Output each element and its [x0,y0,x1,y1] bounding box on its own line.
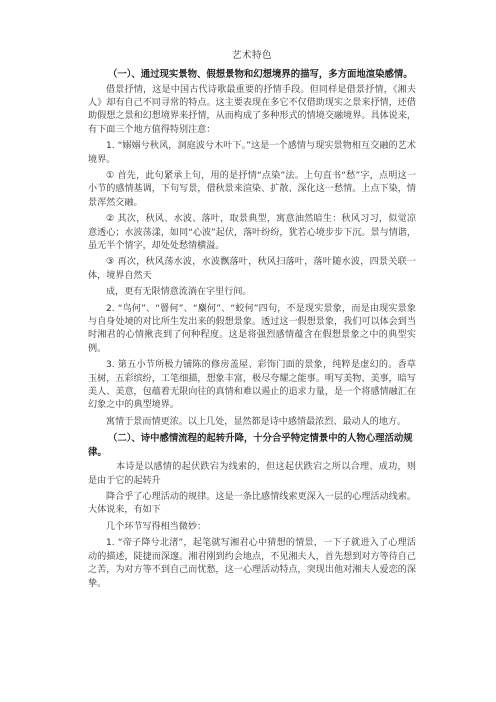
paragraph-section2-point-1: 1. “帝子降兮北渚”，起笔就写湘君心中猜想的情景，一下子就进入了心理活动的描述，陡捷而深邃。湘君刚到约会地点，不见湘夫人，首先想到对方等待自己之苦，为对方等不到自己而忧愁，这一心理活动特点，突现出他对湘夫人爱恋的深挚。 [88,538,416,589]
paragraph-point-2: 2. “鸟何”、“罾何”、“麋何”、“蛟何”四句，不是现实景象，而是由现实景象与自身处境的对比所生发出来的假想景象。透过这一假想景象，我们可以体会到当时湘君的心情揪丧到了何种程度。这是将强烈感情蕴含在假想景象之中的典型实例。 [88,303,416,354]
document-title: 艺术特色 [231,50,272,61]
paragraph-section2-list-intro: 几个环节写得相当微妙： [106,521,207,532]
paragraph-section2-cont: 降合乎了心理活动的规律。这是一条比感情线索更深入一层的心理活动线索。大体说来，有如下 [88,492,416,516]
paragraph-sub-3: ③ 再次，秋风荡水波，水波飘落叶，秋风扫落叶，落叶随水波，四景关联一体，境界自然天 [88,257,416,281]
section-heading-2: （二）、诗中感情流程的起转升降，十分合乎特定情景中的人物心理活动规律。 [88,433,413,458]
section-heading-1: （一）、通过现实景物、假想景物和幻想境界的描写，多方面地渲染感情。 [108,69,413,80]
paragraph-section2-intro: 本诗是以感情的起伏跌宕为线索的，但这起伏跌宕之所以合理、成功，则是由于它的起转升 [88,462,416,486]
paragraph-summary: 寓情于景而情更浓。以上几处，显然都是诗中感情最浓烈、最动人的地方。 [106,416,407,427]
paragraph-point-3: 3. 第五小节所极力铺陈的修房盖屋、彩饰门面的景象，纯粹是虚幻的。香草玉树，五彩缤纷，工笔细描，想象丰富，极尽夸耀之能事。明写美物、美事，暗写美人、美意，包蕴着无限向往的真情和难以遏止的追求力量，是一个将感情融汇在幻象之中的典型境界。 [88,360,416,411]
paragraph-intro: 借景抒情，这是中国古代诗歌最重要的抒情手段。但同样是借景抒情，《湘夫人》却有自己不同寻常的特点。这主要表现在多它不仅借助现实之景来抒情，还借助假想之景和幻想境界来抒情，从而构成了多种形式的情境交融境界。具体说来，有下面三个地方值得特别注意： [88,84,416,135]
paragraph-sub-1: ① 首先，此句紧承上句，用的是抒情“点染”法。上句直书“愁”字，点明这一小节的感情基调，下句写景，借秋景来渲染、扩散、深化这一愁情。上点下染，情景浑然交融。 [88,170,416,208]
paragraph-sub-2: ② 其次，秋风、水波、落叶，取景典型，寓意油然暗生：秋风习习，似觉凉意透心；水波荡漾，如同“心波”起伏，落叶纷纷，犹若心境步步下沉。景与情谐，虽无半个情字，却处处愁情横溢。 [88,214,416,251]
paragraph-sub-3-cont: 成，更有无限情意流淌在字里行间。 [106,287,252,298]
paragraph-point-1: 1. “嫋嫋兮秋风，洞庭波兮木叶下。”这是一个感情与现实景物相互交融的艺术境界。 [88,141,416,165]
